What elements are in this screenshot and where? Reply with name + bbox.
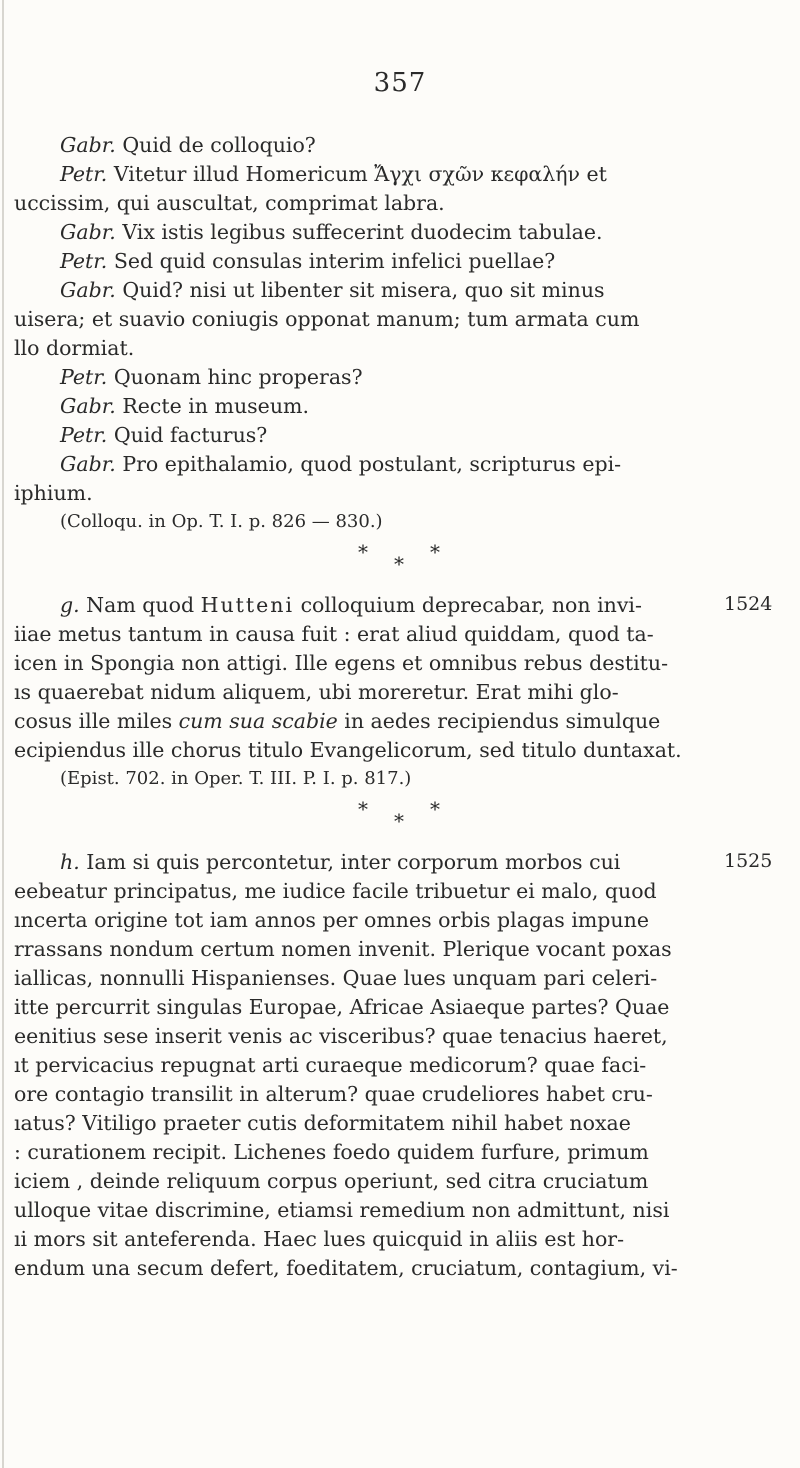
speaker-label: Petr.: [60, 162, 108, 186]
text-line: [60, 765, 411, 793]
line-text: ıt pervicacius repugnat arti curaeque medicorum? quae faci-: [14, 1053, 647, 1077]
text-line: [14, 1080, 653, 1108]
line-text: ıatus? Vitiligo praeter cutis deformitatem nihil habet noxae: [14, 1111, 631, 1135]
asterism-star: *: [394, 809, 404, 833]
line-text: Vitetur illud Homericum Ἄγχι σχῶν κεφαλήν et: [107, 162, 607, 186]
text-line: [60, 276, 605, 304]
speaker-label: g.: [60, 593, 80, 617]
asterism-star: *: [430, 540, 440, 564]
margin-year: 1524: [724, 593, 773, 615]
line-text: icen in Spongia non attigi. Ille egens et omnibus rebus destitu-: [14, 651, 669, 675]
asterism-star: *: [358, 540, 368, 564]
text-line: [14, 189, 445, 217]
line-text: Sed quid consulas interim infelici puellae?: [107, 249, 556, 273]
text-line: [14, 678, 619, 706]
line-text: : curationem recipit. Lichenes foedo quidem furfure, primum: [14, 1140, 649, 1164]
line-text: (Colloqu. in Op. T. I. p. 826 — 830.): [60, 511, 383, 532]
page-edge-shadow: [2, 0, 4, 1468]
text-line: [14, 1254, 678, 1282]
asterism-star: *: [394, 552, 404, 576]
text-line: [60, 508, 383, 536]
emphasized-name: Hutteni: [200, 593, 295, 617]
text-line: [14, 305, 639, 333]
line-text: Iam si quis percontetur, inter corporum morbos cui: [79, 850, 621, 874]
text-line: [14, 906, 649, 934]
speaker-label: Gabr.: [60, 452, 116, 476]
line-text: Quid facturus?: [107, 423, 268, 447]
speaker-label: Gabr.: [60, 133, 116, 157]
line-text: Quonam hinc properas?: [107, 365, 363, 389]
speaker-label: Gabr.: [60, 278, 116, 302]
line-text: endum una secum defert, foeditatem, cruciatum, contagium, vi-: [14, 1256, 678, 1280]
text-line: [14, 1051, 646, 1079]
line-text: (Epist. 702. in Oper. T. III. P. I. p. 817.): [60, 768, 412, 789]
line-text: uccissim, qui auscultat, comprimat labra.: [14, 191, 445, 215]
line-text: ıs quaerebat nidum aliquem, ubi moreretur. Erat mihi glo-: [14, 680, 619, 704]
text-line: [60, 421, 267, 449]
text-line: [14, 334, 134, 362]
text-line: [60, 392, 309, 420]
text-line: [60, 218, 603, 246]
text-line: [60, 363, 363, 391]
text-line: [14, 1167, 648, 1195]
text-line: [60, 247, 555, 275]
line-text: eebeatur principatus, me iudice facile tribuetur ei malo, quod: [14, 879, 657, 903]
asterism-star: *: [430, 797, 440, 821]
line-text: ecipiendus ille chorus titulo Evangelicorum, sed titulo duntaxat.: [14, 738, 682, 762]
text-line: [60, 591, 642, 619]
line-text: ıncerta origine tot iam annos per omnes orbis plagas impune: [14, 908, 649, 932]
line-text: Quid? nisi ut libenter sit misera, quo sit minus: [115, 278, 605, 302]
text-line: [14, 1196, 669, 1224]
text-line: [60, 160, 607, 188]
speaker-label: Gabr.: [60, 220, 116, 244]
text-line: [14, 1022, 668, 1050]
italic-phrase: cum sua scabie: [178, 709, 338, 733]
line-text: Nam quod Hutteni colloquium deprecabar, non invi-: [79, 593, 642, 617]
line-text: rrassans nondum certum nomen invenit. Plerique vocant poxas: [14, 937, 672, 961]
text-line: [60, 450, 621, 478]
text-line: [14, 877, 657, 905]
text-line: [14, 707, 660, 735]
line-text: iallicas, nonnulli Hispanienses. Quae lues unquam pari celeri-: [14, 966, 658, 990]
line-text: ulloque vitae discrimine, etiamsi remedium non admittunt, nisi: [14, 1198, 670, 1222]
line-text: Vix istis legibus suffecerint duodecim tabulae.: [115, 220, 603, 244]
line-text: ıi mors sit anteferenda. Haec lues quicquid in aliis est hor-: [14, 1227, 625, 1251]
speaker-label: Petr.: [60, 423, 108, 447]
text-line: [14, 649, 668, 677]
text-line: [60, 848, 620, 876]
speaker-label: Gabr.: [60, 394, 116, 418]
line-text: iciem , deinde reliquum corpus operiunt, sed citra cruciatum: [14, 1169, 649, 1193]
text-line: [14, 964, 657, 992]
line-text: eenitius sese inserit venis ac visceribus? quae tenacius haeret,: [14, 1024, 668, 1048]
page-number: 357: [373, 68, 427, 98]
text-line: [14, 1109, 631, 1137]
text-line: [14, 1225, 624, 1253]
asterism-star: *: [358, 797, 368, 821]
line-text: llo dormiat.: [14, 336, 135, 360]
text-line: [14, 736, 682, 764]
line-text: cosus ille miles cum sua scabie in aedes recipiendus simulque: [14, 709, 661, 733]
line-text: Pro epithalamio, quod postulant, scripturus epi-: [115, 452, 622, 476]
text-line: [60, 131, 316, 159]
line-text: itte percurrit singulas Europae, Africae Asiaeque partes? Quae: [14, 995, 670, 1019]
speaker-label: Petr.: [60, 365, 108, 389]
text-line: [14, 620, 654, 648]
text-line: [14, 479, 93, 507]
text-line: [14, 1138, 649, 1166]
text-line: [14, 935, 672, 963]
line-text: Quid de colloquio?: [115, 133, 316, 157]
text-line: [14, 993, 669, 1021]
line-text: ore contagio transilit in alterum? quae crudeliores habet cru-: [14, 1082, 653, 1106]
speaker-label: h.: [60, 850, 80, 874]
line-text: iiae metus tantum in causa fuit : erat aliud quiddam, quod ta-: [14, 622, 654, 646]
margin-year: 1525: [724, 850, 773, 872]
line-text: iphium.: [14, 481, 93, 505]
line-text: uisera; et suavio coniugis opponat manum; tum armata cum: [14, 307, 640, 331]
line-text: Recte in museum.: [115, 394, 309, 418]
speaker-label: Petr.: [60, 249, 108, 273]
